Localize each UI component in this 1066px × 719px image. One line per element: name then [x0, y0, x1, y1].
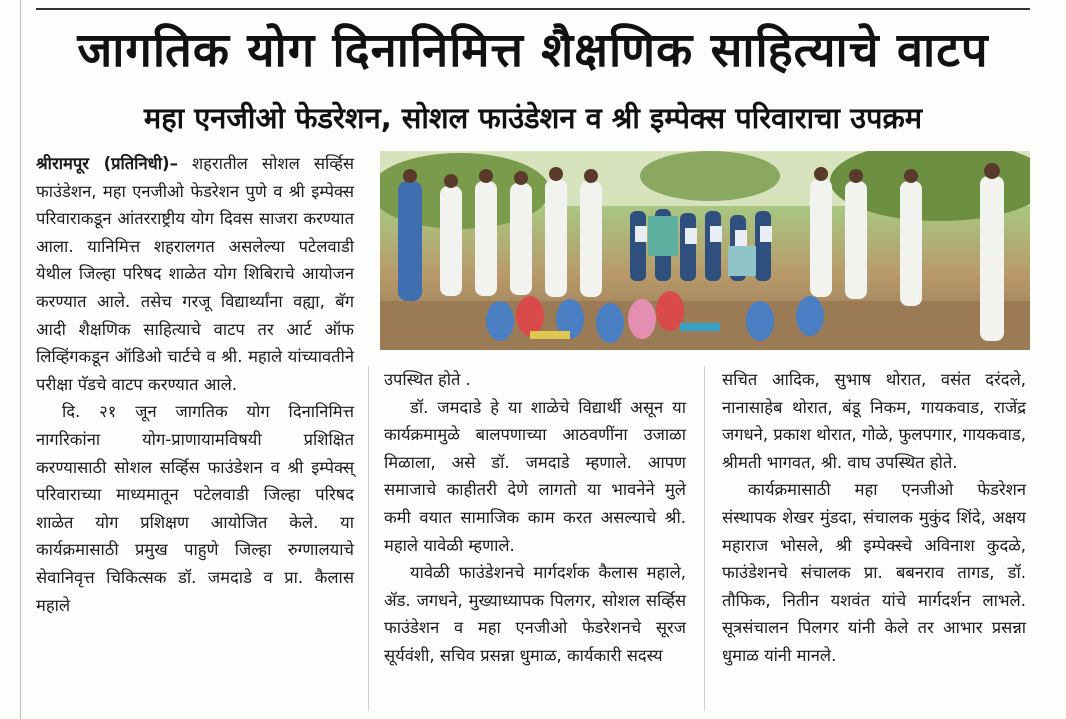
headline: जागतिक योग दिनानिमित्त शैक्षणिक साहित्याचे वाटप: [77, 23, 989, 78]
paragraph: शहरातील सोशल सर्व्हिस फाउंडेशन, महा एनजीओ फेडरेशन पुणे व श्री इम्पेक्स परिवाराकडून आंतरराष्ट्रीय योग दिवस साजरा करण्यात आला. यानिमित्त शहरालगत असलेल्या पटेलवाडी येथील जिल्हा परिषद शाळेत योग शिबिराचे आयोजन करण्यात आले. तसेच गरजू विद्यार्थ्यांना वह्या, बॅग आदी शैक्षणिक साहित्याचे वाटप तर आर्ट ऑफ लिव्हिंगकडून ऑडिओ चार्टचे व श्री. महाले यांच्यावतीने परीक्षा पॅडचे वाटप करण्यात आले.: [36, 154, 354, 394]
column-rule: [368, 366, 369, 711]
paragraph: डॉ. जमदाडे हे या शाळेचे विद्यार्थी असून या कार्यक्रमामुळे बालपणाच्या आठवणींना उजाळा मिळाला, असे डॉ. जमदाडे म्हणाले. आपण समाजाचे काहीतरी देणे लागतो या भावनेने मुले कमी वयात सामाजिक काम करत असल्याचे श्री. महाले यावेळी म्हणाले.: [384, 397, 686, 555]
page-margin-rule: [20, 0, 21, 719]
paragraph: सचित आदिक, सुभाष थोरात, वसंत दरंदले, नानासाहेब थोरात, बंडू निकम, गायकवाड, राजेंद्र जगधने, प्रकाश थोरात, गोळे, फुलपगार, गायकवाड, श्रीमती भागवत, श्री. वाघ उपस्थित होते.: [722, 370, 1026, 472]
paragraph: यावेळी फाउंडेशनचे मार्गदर्शक कैलास महाले, ॲड. जगधने, मुख्याध्यापक पिलगर, सोशल सर्व्हिस फाउंडेशन व महा एनजीओ फेडरेशनचे सूरज सूर्यवंशी, सचिव प्रसन्ना धुमाळ, कार्यकारी सदस्य: [384, 563, 686, 665]
paragraph: दि. २१ जून जागतिक योग दिनानिमित्त नागरिकांना योग-प्राणायामविषयी प्रशिक्षित करण्यासाठी सोशल सर्व्हिस फाउंडेशन व श्री इम्पेक्स् परिवाराच्या माध्यमातून पटेलवाडी जिल्हा परिषद शाळेत योग प्रशिक्षण आयोजित केले. या कार्यक्रमासाठी प्रमुख पाहुणे जिल्हा रुग्णालयाचे सेवानिवृत्त चिकित्सक डॉ. जमदाडे व प्रा. कैलास महाले: [36, 402, 354, 615]
paragraph: कार्यक्रमासाठी महा एनजीओ फेडरेशन संस्थापक शेखर मुंडदा, संचालक मुकुंद शिंदे, अक्षय महाराज भोसले, श्री इम्पेक्स्चे अविनाश कुदळे, फाउंडेशनचे संचालक प्रा. बबनराव तागड, डॉ. तौफिक, नितीन यशवंत यांचे मार्गदर्शन लाभले. सूत्रसंचालन पिलगर यांनी केले तर आभार प्रसन्ना धुमाळ यांनी मानले.: [722, 480, 1026, 665]
subheadline: महा एनजीओ फेडरेशन, सोशल फाउंडेशन व श्री इम्पेक्स परिवाराचा उपक्रम: [143, 101, 923, 135]
dateline: श्रीरामपूर (प्रतिनिधी)–: [36, 154, 178, 173]
article-column-3: [722, 366, 1026, 670]
paragraph: उपस्थित होते .: [384, 370, 471, 389]
group-photo-illustration: [380, 151, 1030, 350]
top-rule: [36, 8, 1030, 10]
news-photo: [380, 151, 1030, 350]
article-column-1: [36, 150, 354, 619]
article-column-2: [384, 366, 686, 670]
column-rule: [704, 366, 705, 711]
